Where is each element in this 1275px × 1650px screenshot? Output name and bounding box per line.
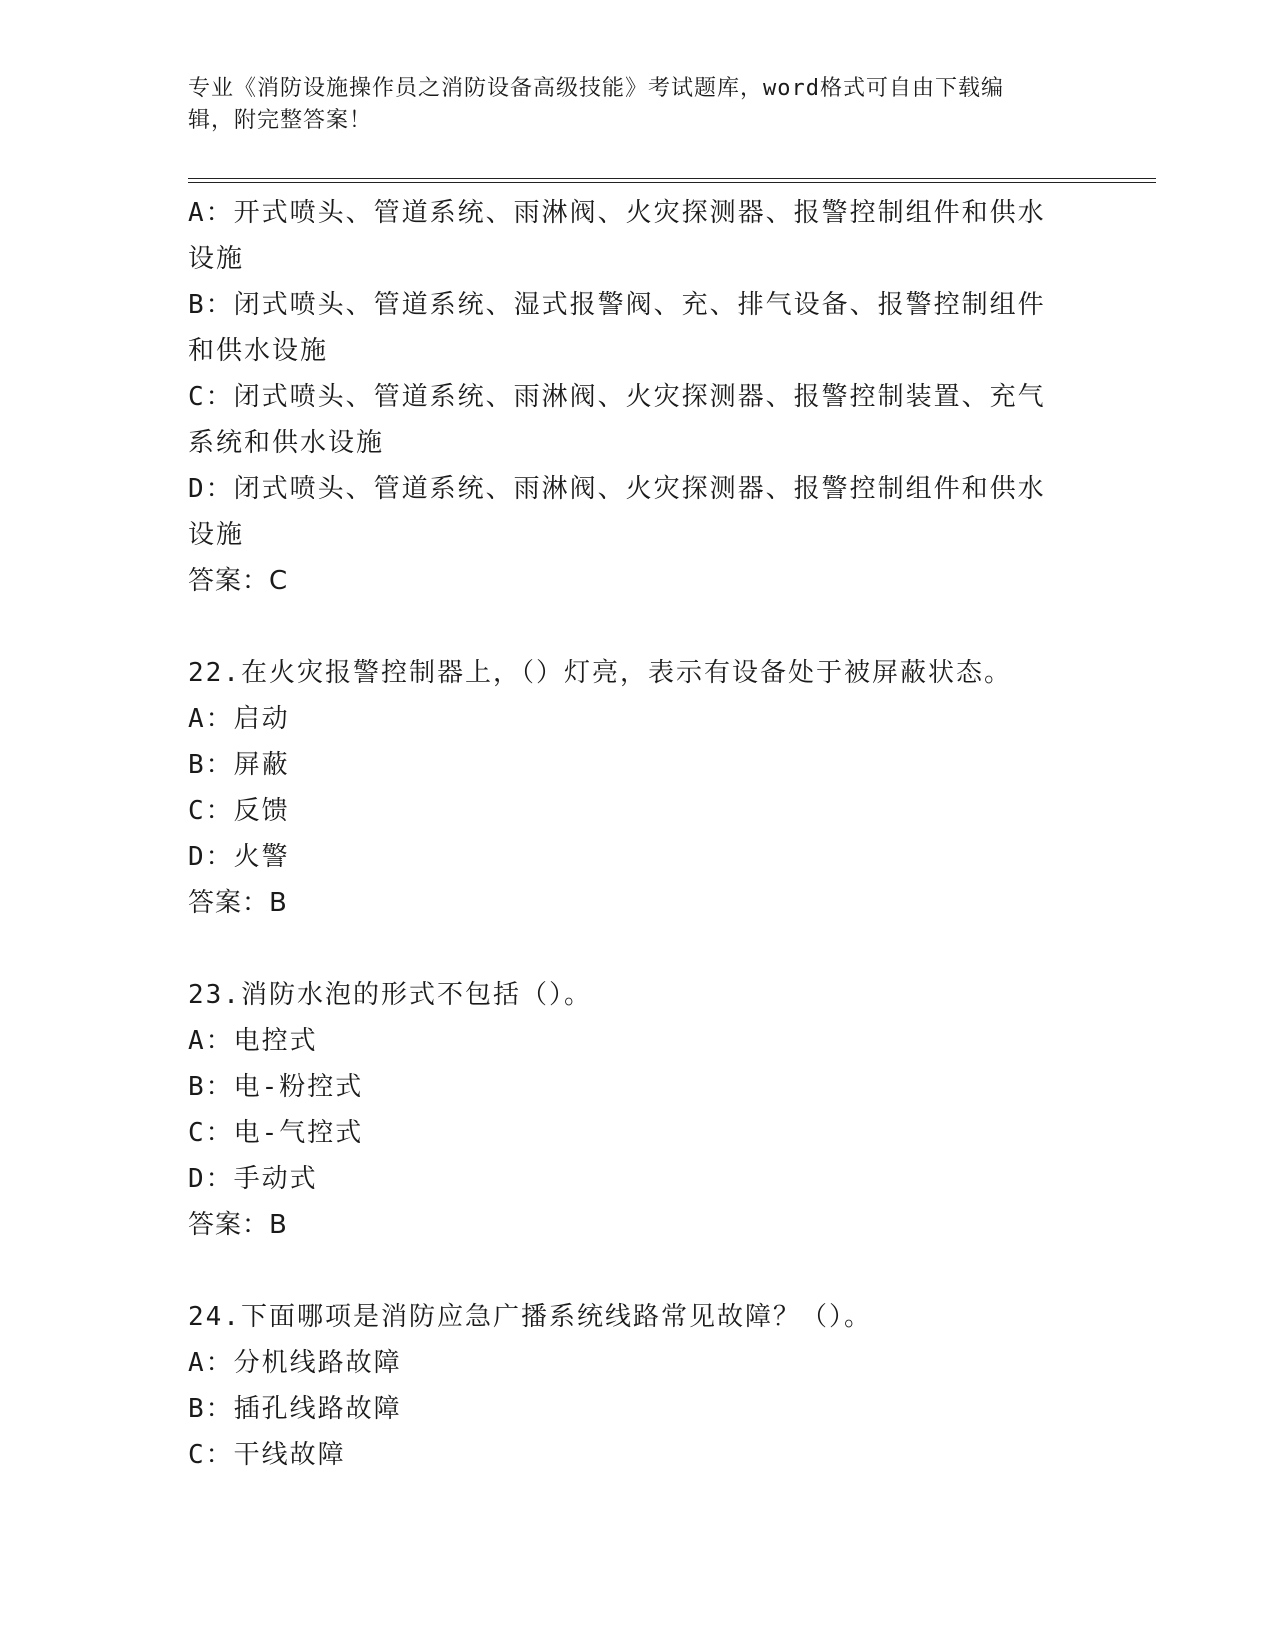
q21-option-a-line1: A：开式喷头、管道系统、雨淋阀、火灾探测器、报警控制组件和供水 (188, 198, 1046, 228)
question-list (188, 190, 1078, 1478)
q22-option-c: C：反馈 (188, 796, 290, 826)
header-line-2: 辑，附完整答案！ (188, 108, 373, 133)
header-divider-top (188, 178, 1156, 179)
q22-option-a: A：启动 (188, 704, 290, 734)
question-23-block (188, 972, 1078, 1248)
q21-option-d-line1: D：闭式喷头、管道系统、雨淋阀、火灾探测器、报警控制组件和供水 (188, 474, 1046, 504)
q23-option-c: C：电-气控式 (188, 1118, 364, 1148)
q21-option-a-line2: 设施 (188, 244, 245, 274)
q22-option-b: B：屏蔽 (188, 750, 290, 780)
spacer (188, 926, 1078, 972)
q22-option-d: D：火警 (188, 842, 290, 872)
q21-option-b-line2: 和供水设施 (188, 336, 329, 366)
document-header (188, 73, 1068, 137)
q24-option-a: A：分机线路故障 (188, 1348, 402, 1378)
header-divider-bottom (188, 182, 1156, 183)
q23-option-d: D：手动式 (188, 1164, 318, 1194)
q23-question: 23.消防水泡的形式不包括（）。 (188, 980, 592, 1010)
question-22-block (188, 650, 1078, 926)
q21-option-c-line1: C：闭式喷头、管道系统、雨淋阀、火灾探测器、报警控制装置、充气 (188, 382, 1046, 412)
q21-option-d-line2: 设施 (188, 520, 245, 550)
q24-question: 24.下面哪项是消防应急广播系统线路常见故障？（）。 (188, 1302, 872, 1332)
q21-answer: 答案：C (188, 566, 289, 596)
spacer (188, 604, 1078, 650)
q23-option-a: A：电控式 (188, 1026, 318, 1056)
header-line-1: 专业《消防设施操作员之消防设备高级技能》考试题库，word格式可自由下载编 (188, 76, 1004, 101)
q23-option-b: B：电-粉控式 (188, 1072, 364, 1102)
q21-option-b-line1: B：闭式喷头、管道系统、湿式报警阀、充、排气设备、报警控制组件 (188, 290, 1046, 320)
q24-option-c: C：干线故障 (188, 1440, 346, 1470)
q22-question: 22.在火灾报警控制器上，（）灯亮，表示有设备处于被屏蔽状态。 (188, 658, 1012, 688)
q21-option-c-line2: 系统和供水设施 (188, 428, 385, 458)
spacer (188, 1248, 1078, 1294)
question-24-block (188, 1294, 1078, 1478)
q22-answer: 答案：B (188, 888, 288, 918)
q24-option-b: B：插孔线路故障 (188, 1394, 402, 1424)
q23-answer: 答案：B (188, 1210, 288, 1240)
question-21-block (188, 190, 1078, 604)
